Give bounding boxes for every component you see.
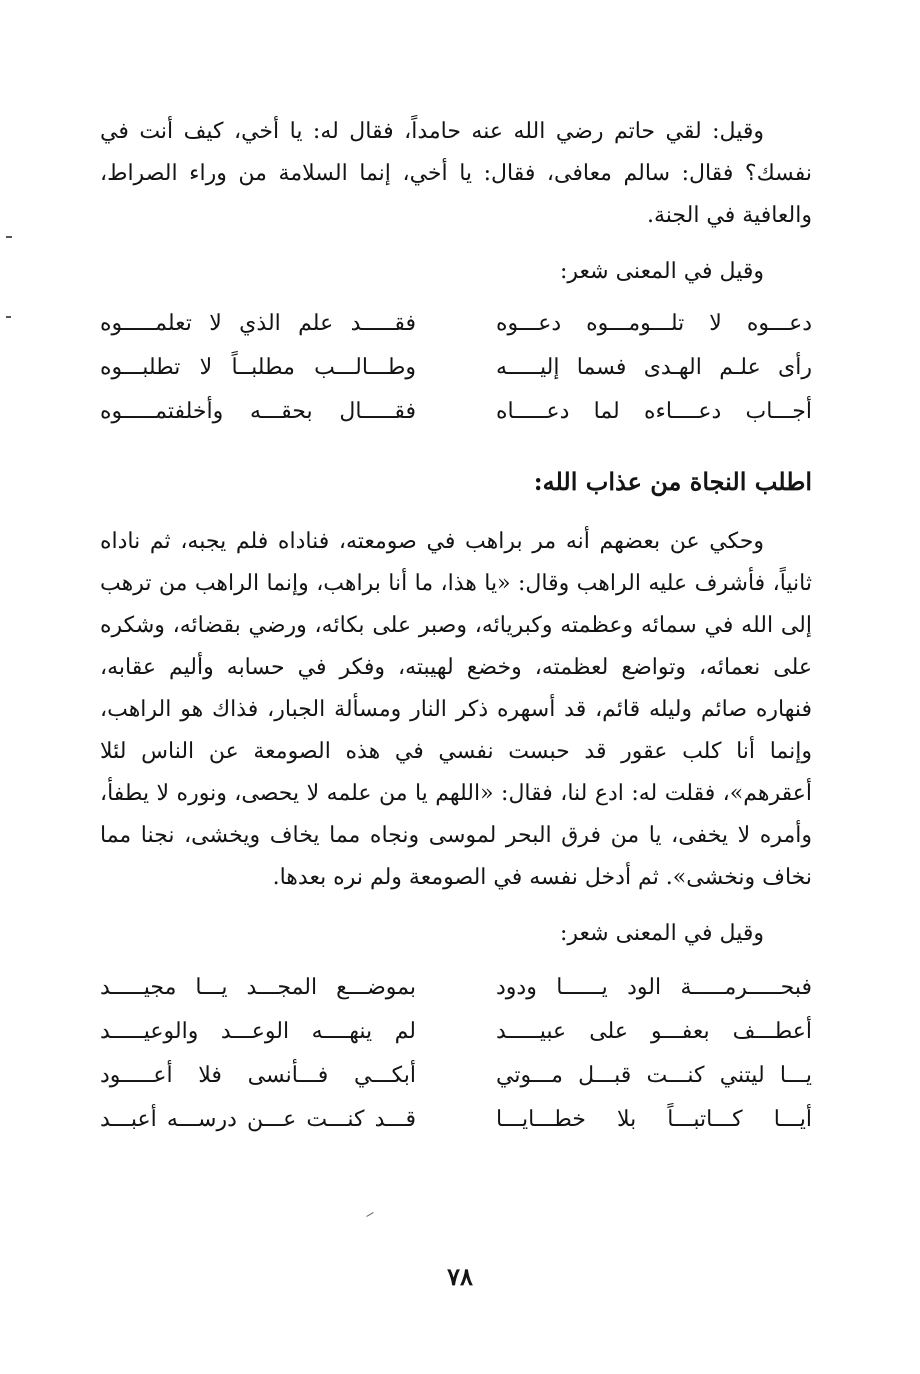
verse-second-hemistich: وطـــالـــب مطلبــاً لا تطلبـــوه: [100, 354, 416, 380]
poem-line: [100, 1009, 812, 1053]
poem-2: [100, 965, 812, 1141]
paragraph-monk: وحكي عن بعضهم أنه مر براهب في صومعته، فناداه فلم يجبه، ثم ناداه ثانياً، فأشرف عليه الراهب وقال: «يا هذا، ما أنا براهب، وإنما الراهب من ترهب إلى الله في سمائه وعظمته وكبريائه، وصبر على بكائه، ورضي بقضائه، وشكره على نعمائه، وتواضع لعظمته، وخضع لهيبته، وفكر في حسابه وأليم عقابه، فنهاره صائم وليله قائم، قد أسهره ذكر النار ومسألة الجبار، فذاك هو الراهب، وإنما أنا كلب عقور قد حبست نفسي في هذه الصومعة عن الناس لئلا أعقرهم»، فقلت له: ادع لنا، فقال: «اللهم يا من علمه لا يحصى، ونوره لا يطفأ، وأمره لا يخفى، يا من فرق البحر لموسى ونجاه مما يخاف ويخشى، نجنا مما نخاف ونخشى». ثم أدخل نفسه في الصومعة ولم نره بعدها.: [100, 529, 812, 890]
poem-line: [100, 1097, 812, 1141]
verse-first-hemistich: يـــا ليتني كنـــت قبـــل مـــوتي: [496, 1062, 812, 1088]
poem-line: [100, 301, 812, 345]
verse-first-hemistich: رأى علـم الهـدى فسما إليـــــه: [496, 354, 812, 380]
scan-mark: [6, 316, 11, 318]
verse-second-hemistich: أبكـــي فـــأنسى فلا أعـــــود: [100, 1062, 416, 1088]
verse-second-hemistich: لم ينهــــه الوعـــد والوعيـــــد: [100, 1018, 416, 1044]
verse-first-hemistich: فبحـــــرمـــــة الود يــــــا ودود: [496, 974, 812, 1000]
scan-mark: [6, 236, 12, 238]
poem-line: [100, 389, 812, 433]
verse-second-hemistich: قـــد كنـــت عـــن درســـه أعبـــد: [100, 1106, 416, 1132]
poem-line: [100, 345, 812, 389]
poem-line: [100, 1053, 812, 1097]
poem-intro-2: وقيل في المعنى شعر:: [560, 921, 764, 946]
scan-mark: [366, 1212, 373, 1217]
verse-first-hemistich: أجـــاب دعــــاءه لما دعـــــاه: [496, 398, 812, 424]
page-body: [100, 100, 812, 1141]
verse-first-hemistich: دعـــوه لا تلـــومـــوه دعـــوه: [496, 310, 812, 336]
verse-second-hemistich: فقـــــال بحقـــه وأخلفتمـــــوه: [100, 398, 416, 424]
poem-1: [100, 301, 812, 433]
verse-second-hemistich: فقـــــد علم الذي لا تعلمـــــوه: [100, 310, 416, 336]
section-heading: اطلب النجاة من عذاب الله:: [533, 467, 812, 496]
verse-first-hemistich: أعطـــف بعفـــو على عبيـــــد: [496, 1018, 812, 1044]
verse-second-hemistich: بموضـــع المجـــد يـــا مجيـــــد: [100, 974, 416, 1000]
poem-intro-1: وقيل في المعنى شعر:: [560, 259, 764, 284]
paragraph-hatim: وقيل: لقي حاتم رضي الله عنه حامداً، فقال له: يا أخي، كيف أنت في نفسك؟ فقال: سالم معافى، فقال: يا أخي، إنما السلامة من وراء الصراط، والعافية في الجنة.: [100, 119, 812, 228]
page-number: ٧٨: [447, 1262, 473, 1291]
verse-first-hemistich: أيـــا كـــاتبـــاً بلا خطـــايـــا: [496, 1106, 812, 1132]
poem-line: [100, 965, 812, 1009]
